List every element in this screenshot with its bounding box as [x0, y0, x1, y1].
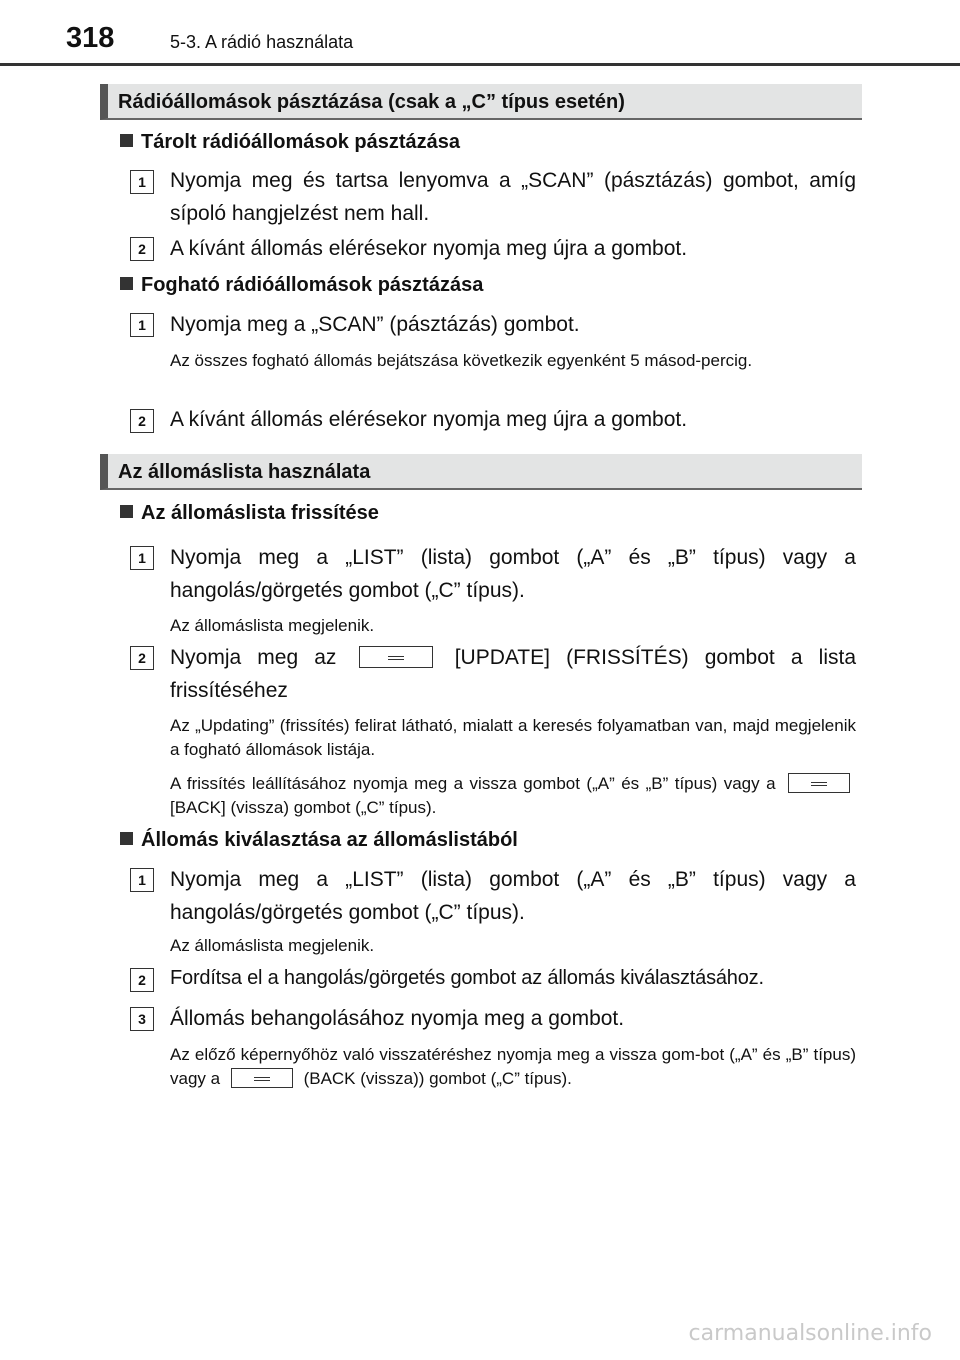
step-text: Fordítsa el a hangolás/görgetés gombot az állomás kiválasztásához. — [170, 967, 764, 989]
step-text: A kívánt állomás elérésekor nyomja meg újra a gombot. — [170, 408, 688, 431]
note-text-part: Az előző képernyőhöz való visszatéréshez nyomja meg a vissza gom-bot („A” és „B” típus) vagy a — [170, 1045, 856, 1088]
step-note — [170, 1043, 856, 1091]
note-text-part: (BACK (vissza)) gombot („C” típus). — [303, 1069, 572, 1088]
section-title: Az állomáslista használata — [118, 461, 371, 483]
subheading-update-list — [120, 502, 379, 525]
step-note: Az állomáslista megjelenik. — [170, 936, 375, 955]
step-number: 2 — [130, 237, 154, 261]
step-text: Nyomja meg és tartsa lenyomva a „SCAN” (pásztázás) gombot, amíg sípoló hangjelzést nem hall. — [170, 169, 856, 225]
subheading-text: Fogható rádióállomások pásztázása — [141, 274, 484, 296]
subheading-stored-scan — [120, 131, 460, 154]
step-number: 1 — [130, 170, 154, 194]
subheading-text: Az állomáslista frissítése — [141, 502, 379, 524]
section-heading-scanning — [100, 84, 862, 120]
square-bullet-icon — [120, 277, 133, 290]
step-text: Nyomja meg a „LIST” (lista) gombot („A” és „B” típus) vagy a hangolás/görgetés gombot („C” típus). — [170, 868, 856, 924]
step-number: 1 — [130, 313, 154, 337]
step-number: 1 — [130, 868, 154, 892]
header-divider — [0, 63, 960, 66]
back-button-icon — [231, 1068, 293, 1088]
step-number: 2 — [130, 646, 154, 670]
step-note: Az „Updating” (frissítés) felirat látható, mialatt a keresés folyamatban van, majd megjelenik a fogható állomások listája. — [170, 716, 856, 759]
step-note — [170, 772, 856, 820]
subheading-text: Tárolt rádióállomások pásztázása — [141, 131, 461, 153]
watermark: carmanualsonline.info — [688, 1321, 932, 1346]
back-button-icon — [788, 773, 850, 793]
page-number: 318 — [66, 22, 115, 54]
step-text — [170, 641, 856, 707]
step-note: Az állomáslista megjelenik. — [170, 616, 375, 635]
update-button-icon — [359, 646, 433, 668]
step-text-part: [UPDATE] (FRISSÍTÉS) gombot a lista frissítéséhez — [170, 646, 856, 702]
subheading-select-station — [120, 829, 518, 852]
chapter-title: 5-3. A rádió használata — [170, 32, 354, 52]
section-title: Rádióállomások pásztázása (csak a „C” típus esetén) — [118, 91, 625, 113]
square-bullet-icon — [120, 832, 133, 845]
step-note: Az összes fogható állomás bejátszása következik egyenként 5 másod-percig. — [170, 351, 753, 370]
subheading-text: Állomás kiválasztása az állomáslistából — [141, 829, 518, 851]
square-bullet-icon — [120, 134, 133, 147]
square-bullet-icon — [120, 505, 133, 518]
step-text-part: Nyomja meg az — [170, 646, 337, 669]
step-number: 2 — [130, 409, 154, 433]
step-number: 2 — [130, 968, 154, 992]
subheading-receivable-scan — [120, 274, 483, 297]
section-heading-station-list — [100, 454, 862, 490]
step-text: Nyomja meg a „LIST” (lista) gombot („A” és „B” típus) vagy a hangolás/görgetés gombot („C” típus). — [170, 546, 856, 602]
step-number: 1 — [130, 546, 154, 570]
step-text: Állomás behangolásához nyomja meg a gombot. — [170, 1007, 625, 1030]
note-text-part: A frissítés leállításához nyomja meg a vissza gombot („A” és „B” típus) vagy a — [170, 774, 776, 793]
step-number: 3 — [130, 1007, 154, 1031]
step-text: A kívánt állomás elérésekor nyomja meg újra a gombot. — [170, 237, 688, 260]
page-header — [0, 0, 960, 70]
note-text-part: [BACK] (vissza) gombot („C” típus). — [170, 798, 437, 817]
step-text: Nyomja meg a „SCAN” (pásztázás) gombot. — [170, 313, 580, 336]
